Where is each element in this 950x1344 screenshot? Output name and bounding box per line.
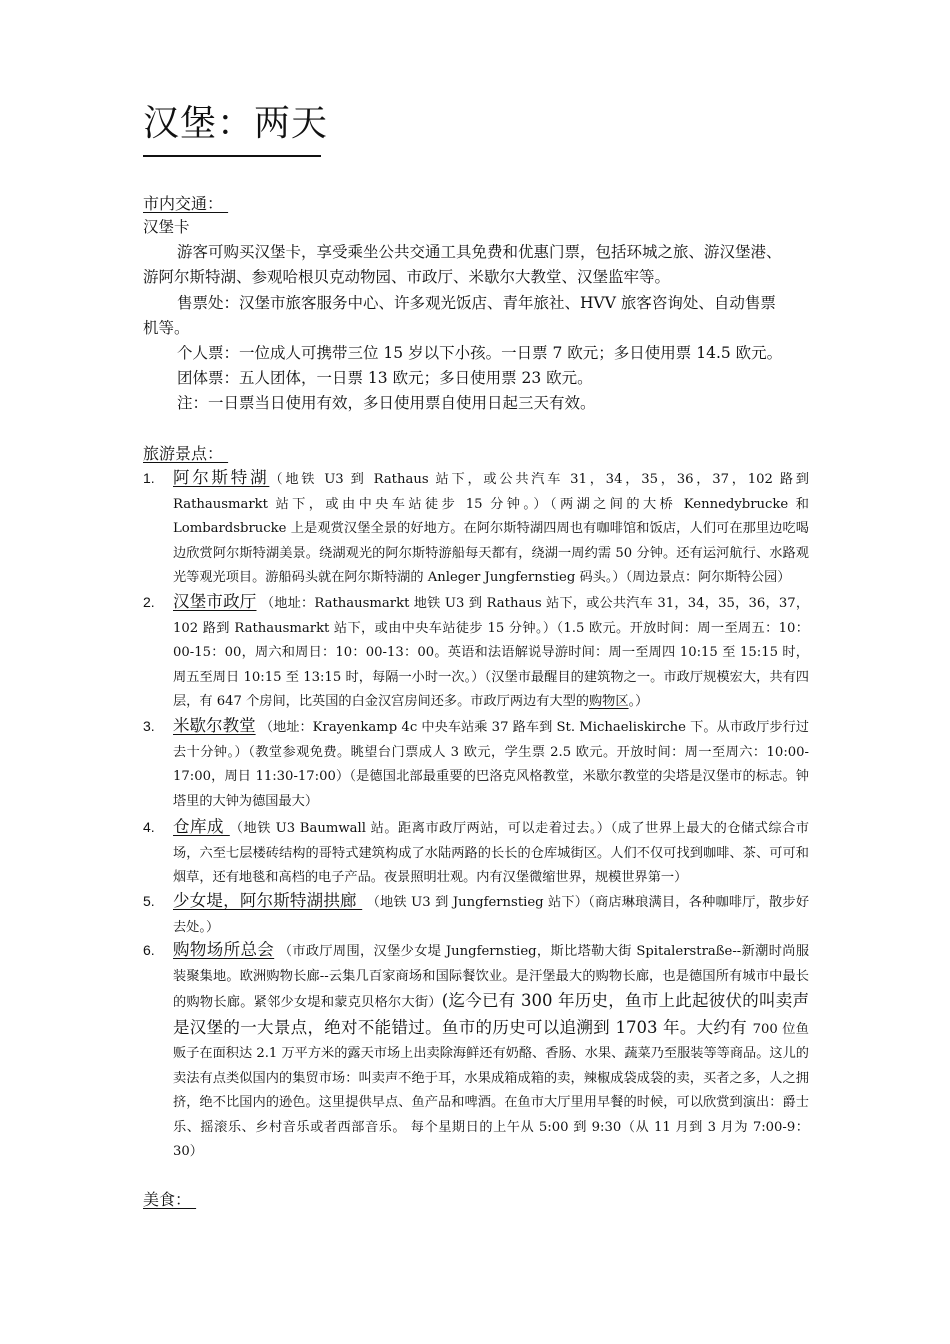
shopping-area-link[interactable]: 购物区 [589,694,629,709]
item-name: 汉堡市政厅 [173,592,257,611]
card-paragraph-line-2: 游阿尔斯特湖、参观哈根贝克动物园、市政厅、米歇尔大教堂、汉堡监牢等。 [143,268,671,286]
item-body [173,938,809,1165]
item-text: （地铁 U3 Baumwall 站。距离市政厅两站，可以走着过去。）（成了世界上最大的仓储式综合市场，六至七层楼砖结构的哥特式建筑构成了水陆两路的长长的仓库城街区。人们不仅可找到咖啡、茶、可可和烟草，还有地毯和高档的电子产品。夜景照明壮观。内有汉堡微缩世界，规模世界第一） [173,821,809,885]
item-number: 3. [143,718,155,734]
item-number: 1. [143,470,155,486]
page-title: 汉堡：两天 [143,103,329,144]
item-number: 4. [143,819,155,835]
item-text-end: 。） [628,694,649,709]
item-number: 6. [143,942,155,958]
sales-paragraph-line-1: 售票处：汉堡市旅客服务中心、许多观光饭店、青年旅社、HVV 旅客咨询处、自动售票 [177,294,776,312]
food-heading: 美食： [143,1190,197,1209]
item-body [173,590,809,715]
item-body [173,815,809,891]
item-text: （地址：Krayenkamp 4c 中央车站乘 37 路车到 St. Michaeliskirche 下。从市政厅步行过去十分钟。）（教堂参观免费。眺望台门票成人 3 欧元，学生票 2.5 欧元。开放时间：周一至周六：10:00-17:00，周日 11:30-17:00）（是德国北部最重要的巴洛克风格教堂，米歇尔教堂的尖塔是汉堡市的标志。钟塔里的大钟为德国最大） [173,720,809,809]
item-text: （地铁 U3 到 Rathaus 站下，或公共汽车 31，34，35，36，37，102 路到 Rathausmarkt 站下，或由中央车站徒步 15 分钟。）（两湖之间的大桥 Kennedybrucke 和 Lombardsbrucke 上是观赏汉堡全景的好地方。在阿尔斯特湖四周也有咖啡馆和饭店，人们可在那里边吃喝边欣赏阿尔斯特湖美景。绕湖观光的阿尔斯特游船每天都有，绕湖一周约需 50 分钟。还有运河航行、水路观光等观光项目。游船码头就在阿尔斯特湖的 Anleger Jungfernstieg 码头。）（周边景点：阿尔斯特公园） [173,472,809,585]
transport-heading: 市内交通： [143,194,229,213]
item-text: （地铁 U3 到 Jungfernstieg 站下）（商店琳琅满目，各种咖啡厅，散步好去处。） [173,895,810,935]
item-number: 5. [143,893,155,909]
item-body [173,714,809,814]
sales-paragraph-line-2: 机等。 [143,319,190,337]
title-underline [143,155,321,157]
sights-heading: 旅游景点： [143,444,229,463]
ticket-group: 团体票：五人团体，一日票 13 欧元；多日使用票 23 欧元。 [177,369,593,387]
ticket-single: 个人票：一位成人可携带三位 15 岁以下小孩。一日票 7 欧元；多日使用票 14.5 欧元。 [177,344,783,362]
ticket-note: 注：一日票当日使用有效，多日使用票自使用日起三天有效。 [177,394,596,412]
item-name: 少女堤，阿尔斯特湖拱廊 [173,891,363,910]
item-name: 仓库成 [173,817,230,836]
item-text-large: (迄今已有 300 年历史，鱼市上此起彼伏的叫卖声是汉堡的一大景点，绝对不能错过。鱼市的历史可以追溯到 1703 年。大约有 [173,991,810,1037]
card-paragraph-line-1: 游客可购买汉堡卡，享受乘坐公共交通工具免费和优惠门票，包括环城之旅、游汉堡港、 [177,243,782,261]
item-body [173,466,809,591]
item-name: 购物场所总会 [173,940,275,959]
item-text: （地址：Rathausmarkt 地铁 U3 到 Rathaus 站下，或公共汽车 31，34，35，36，37，102 路到 Rathausmarkt 站下，或由中央车站徒步 15 分钟。）（1.5 欧元。开放时间：周一至周五：10：00-15：00，周六和周日：10：00-13：00。英语和法语解说导游时间：周一至周四 10:15 至 15:15 时，周五至周日 10:15 至 13:15 时，每隔一小时一次。）（汉堡市最醒目的建筑物之一。市政厅规模宏大，共有四层，有 647 个房间，比英国的白金汉宫房间还多。市政厅两边有大型的 [173,596,810,709]
hamburg-card-title: 汉堡卡 [143,218,190,236]
item-text: （市政厅周围，汉堡少女堤 Jungfernstieg，斯比塔勒大街 Spitalerstraße--新潮时尚服装聚集地。欧洲购物长廊--云集几百家商场和国际餐饮业。是汗堡最大的购物长廊，也是德国所有城市中最长的购物长廊。紧邻少女堤和蒙克贝格尔大街） [173,944,810,1010]
item-body [173,889,809,940]
item-number: 2. [143,594,155,610]
item-text-rest: 700 位鱼贩子在面积达 2.1 万平方米的露天市场上出卖除海鲜还有奶酪、香肠、水果、蔬菜乃至服装等等商品。这儿的卖法有点类似国内的集贸市场：叫卖声不绝于耳，水果成箱成箱的卖，辣椒成袋成袋的卖，买者之多，人之拥挤，绝不比国内的逊色。这里提供早点、鱼产品和啤酒。在鱼市大厅里用早餐的时候，可以欣赏到演出：爵士乐、摇滚乐、乡村音乐或者西部音乐。 每个星期日的上午从 5:00 到 9:30（从 11 月到 3 月为 7:00-9：30） [173,1021,809,1159]
item-name: 米歇尔教堂 [173,716,256,735]
item-name: 阿尔斯特湖 [173,468,270,487]
